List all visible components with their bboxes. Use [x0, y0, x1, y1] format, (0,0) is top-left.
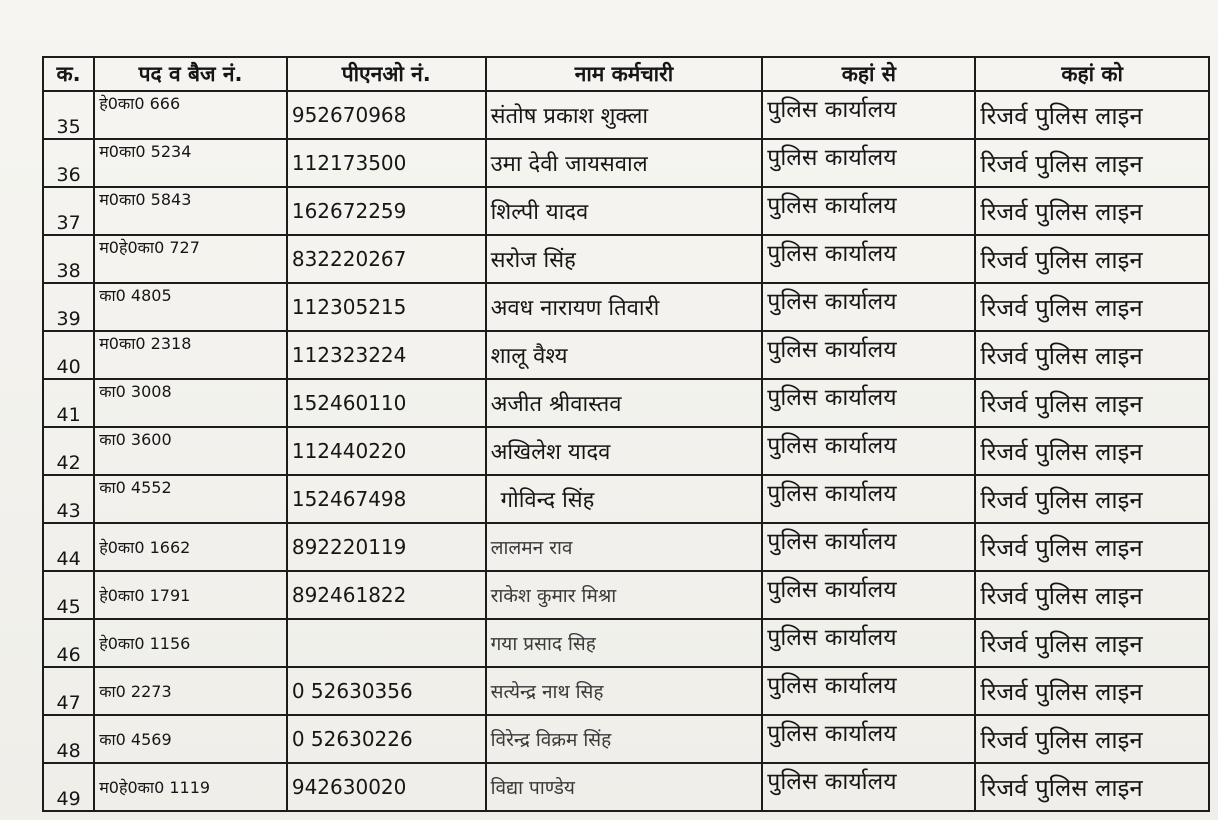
- rank-badge-cell: हे0का0 666: [94, 91, 287, 139]
- rank-badge-cell: म0का0 2318: [94, 331, 287, 379]
- serial-number-cell: 44: [43, 523, 94, 571]
- rank-badge-cell: का0 4552: [94, 475, 287, 523]
- serial-number-cell: 41: [43, 379, 94, 427]
- pno-cell: 892220119: [287, 523, 486, 571]
- employee-name-cell: उमा देवी जायसवाल: [486, 139, 763, 187]
- rank-badge-cell: हे0का0 1156: [94, 619, 287, 667]
- employee-name-cell: विद्या पाण्डेय: [486, 763, 763, 811]
- serial-number-cell: 46: [43, 619, 94, 667]
- rank-badge-cell: का0 4805: [94, 283, 287, 331]
- pno-cell: 112440220: [287, 427, 486, 475]
- rank-badge-cell: म0हे0का0 727: [94, 235, 287, 283]
- table-row: [43, 475, 1209, 523]
- pno-cell: 0 52630226: [287, 715, 486, 763]
- table-row: [43, 139, 1209, 187]
- table-row: [43, 235, 1209, 283]
- employee-name-cell: गोविन्द सिंह: [486, 475, 763, 523]
- header-pno: पीएनओ नं.: [287, 57, 486, 91]
- to-cell: रिजर्व पुलिस लाइन: [975, 427, 1209, 475]
- serial-number-cell: 43: [43, 475, 94, 523]
- rank-badge-cell: हे0का0 1662: [94, 523, 287, 571]
- table-row: [43, 427, 1209, 475]
- table-row: [43, 283, 1209, 331]
- transfer-list-table: [42, 56, 1210, 812]
- from-cell: पुलिस कार्यालय: [762, 379, 975, 427]
- to-cell: रिजर्व पुलिस लाइन: [975, 379, 1209, 427]
- from-cell: पुलिस कार्यालय: [762, 331, 975, 379]
- from-cell: पुलिस कार्यालय: [762, 427, 975, 475]
- serial-number-cell: 40: [43, 331, 94, 379]
- employee-name-cell: सत्येन्द्र नाथ सिह: [486, 667, 763, 715]
- serial-number-cell: 45: [43, 571, 94, 619]
- pno-cell: [287, 619, 486, 667]
- from-cell: पुलिस कार्यालय: [762, 571, 975, 619]
- from-cell: पुलिस कार्यालय: [762, 619, 975, 667]
- table-row: [43, 667, 1209, 715]
- to-cell: रिजर्व पुलिस लाइन: [975, 763, 1209, 811]
- header-serial-number: क.: [43, 57, 94, 91]
- pno-cell: 112323224: [287, 331, 486, 379]
- to-cell: रिजर्व पुलिस लाइन: [975, 139, 1209, 187]
- from-cell: पुलिस कार्यालय: [762, 715, 975, 763]
- table-row: [43, 715, 1209, 763]
- pno-cell: 162672259: [287, 187, 486, 235]
- header-to: कहां को: [975, 57, 1209, 91]
- employee-name-cell: विरेन्द्र विक्रम सिंह: [486, 715, 763, 763]
- employee-name-cell: शिल्पी यादव: [486, 187, 763, 235]
- from-cell: पुलिस कार्यालय: [762, 475, 975, 523]
- serial-number-cell: 48: [43, 715, 94, 763]
- from-cell: पुलिस कार्यालय: [762, 283, 975, 331]
- pno-cell: 942630020: [287, 763, 486, 811]
- serial-number-cell: 42: [43, 427, 94, 475]
- to-cell: रिजर्व पुलिस लाइन: [975, 667, 1209, 715]
- table-row: [43, 91, 1209, 139]
- pno-cell: 152460110: [287, 379, 486, 427]
- serial-number-cell: 36: [43, 139, 94, 187]
- to-cell: रिजर्व पुलिस लाइन: [975, 235, 1209, 283]
- header-rank-badge: पद व बैज नं.: [94, 57, 287, 91]
- rank-badge-cell: का0 4569: [94, 715, 287, 763]
- rank-badge-cell: का0 3008: [94, 379, 287, 427]
- table-row: [43, 523, 1209, 571]
- employee-name-cell: सरोज सिंह: [486, 235, 763, 283]
- pno-cell: 832220267: [287, 235, 486, 283]
- employee-name-cell: लालमन राव: [486, 523, 763, 571]
- rank-badge-cell: म0हे0का0 1119: [94, 763, 287, 811]
- serial-number-cell: 35: [43, 91, 94, 139]
- to-cell: रिजर्व पुलिस लाइन: [975, 619, 1209, 667]
- serial-number-cell: 47: [43, 667, 94, 715]
- table-row: [43, 379, 1209, 427]
- to-cell: रिजर्व पुलिस लाइन: [975, 283, 1209, 331]
- employee-name-cell: राकेश कुमार मिश्रा: [486, 571, 763, 619]
- employee-name-cell: संतोष प्रकाश शुक्ला: [486, 91, 763, 139]
- to-cell: रिजर्व पुलिस लाइन: [975, 715, 1209, 763]
- to-cell: रिजर्व पुलिस लाइन: [975, 91, 1209, 139]
- pno-cell: 952670968: [287, 91, 486, 139]
- rank-badge-cell: हे0का0 1791: [94, 571, 287, 619]
- serial-number-cell: 38: [43, 235, 94, 283]
- to-cell: रिजर्व पुलिस लाइन: [975, 331, 1209, 379]
- serial-number-cell: 49: [43, 763, 94, 811]
- rank-badge-cell: म0का0 5234: [94, 139, 287, 187]
- pno-cell: 0 52630356: [287, 667, 486, 715]
- to-cell: रिजर्व पुलिस लाइन: [975, 523, 1209, 571]
- table-row: [43, 763, 1209, 811]
- table-header-row: [43, 57, 1209, 91]
- employee-name-cell: अखिलेश यादव: [486, 427, 763, 475]
- pno-cell: 112173500: [287, 139, 486, 187]
- serial-number-cell: 37: [43, 187, 94, 235]
- from-cell: पुलिस कार्यालय: [762, 187, 975, 235]
- to-cell: रिजर्व पुलिस लाइन: [975, 475, 1209, 523]
- from-cell: पुलिस कार्यालय: [762, 91, 975, 139]
- employee-name-cell: शालू वैश्य: [486, 331, 763, 379]
- from-cell: पुलिस कार्यालय: [762, 235, 975, 283]
- header-employee-name: नाम कर्मचारी: [486, 57, 763, 91]
- pno-cell: 152467498: [287, 475, 486, 523]
- pno-cell: 892461822: [287, 571, 486, 619]
- from-cell: पुलिस कार्यालय: [762, 139, 975, 187]
- table-row: [43, 187, 1209, 235]
- rank-badge-cell: का0 2273: [94, 667, 287, 715]
- employee-name-cell: अवध नारायण तिवारी: [486, 283, 763, 331]
- employee-name-cell: गया प्रसाद सिह: [486, 619, 763, 667]
- from-cell: पुलिस कार्यालय: [762, 667, 975, 715]
- to-cell: रिजर्व पुलिस लाइन: [975, 187, 1209, 235]
- table-row: [43, 619, 1209, 667]
- serial-number-cell: 39: [43, 283, 94, 331]
- header-from: कहां से: [762, 57, 975, 91]
- pno-cell: 112305215: [287, 283, 486, 331]
- rank-badge-cell: म0का0 5843: [94, 187, 287, 235]
- to-cell: रिजर्व पुलिस लाइन: [975, 571, 1209, 619]
- table-row: [43, 571, 1209, 619]
- from-cell: पुलिस कार्यालय: [762, 763, 975, 811]
- from-cell: पुलिस कार्यालय: [762, 523, 975, 571]
- rank-badge-cell: का0 3600: [94, 427, 287, 475]
- employee-name-cell: अजीत श्रीवास्तव: [486, 379, 763, 427]
- table-row: [43, 331, 1209, 379]
